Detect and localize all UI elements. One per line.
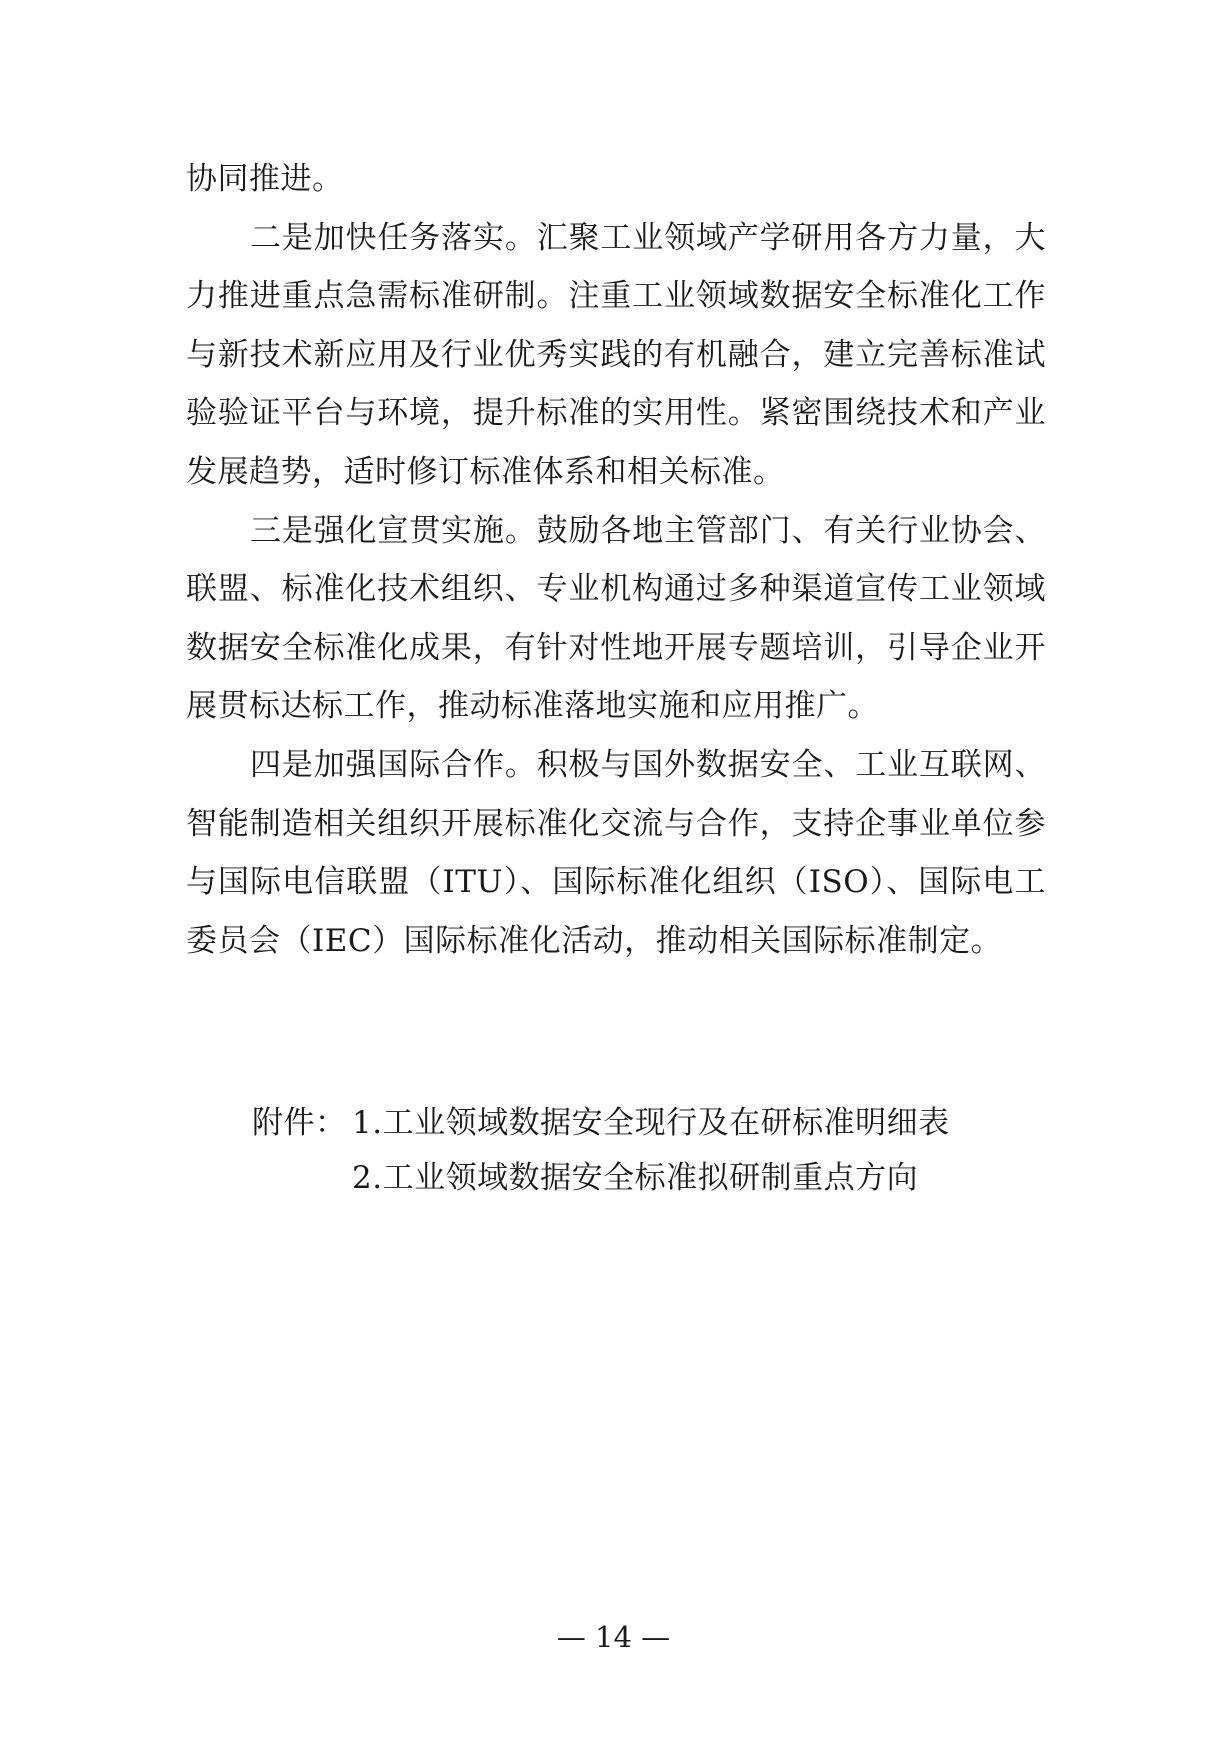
attachment-item: 1.工业领域数据安全现行及在研标准明细表	[352, 1105, 950, 1141]
paragraph-lead: 三是强化宣贯实施。	[250, 512, 537, 549]
attachment-row	[252, 1096, 1032, 1151]
paragraph-lead: 四是加强国际合作。	[250, 746, 537, 783]
paragraph-text: 鼓励各地主管部门、有关行业协会、联盟、标准化技术组织、专业机构通过多种渠道宣传工业领域数据安全标准化成果，有针对性地开展专题培训，引导企业开展贯标达标工作，推动标准落地实施和应用推广。	[186, 512, 1046, 725]
attachment-row	[252, 1151, 1032, 1206]
paragraph-publicity-implementation	[186, 502, 1046, 736]
paragraph-text: 积极与国外数据安全、工业互联网、智能制造相关组织开展标准化交流与合作，支持企事业单位参与国际电信联盟（ITU）、国际标准化组织（ISO）、国际电工委员会（IEC）国际标准化活动，推动相关国际标准制定。	[186, 746, 1046, 959]
attachments-label: 附件：	[252, 1105, 347, 1141]
body-text	[186, 150, 1046, 970]
paragraph-lead: 二是加快任务落实。	[250, 219, 537, 256]
attachment-item: 2.工业领域数据安全标准拟研制重点方向	[352, 1160, 919, 1196]
attachments-list	[252, 1096, 1032, 1206]
page-number: — 14 —	[556, 1620, 671, 1654]
paragraph-text: 汇聚工业领域产学研用各方力量，大力推进重点急需标准研制。注重工业领域数据安全标准化工作与新技术新应用及行业优秀实践的有机融合，建立完善标准试验验证平台与环境，提升标准的实用性。紧密围绕技术和产业发展趋势，适时修订标准体系和相关标准。	[186, 219, 1046, 490]
paragraph-task-implementation	[186, 209, 1046, 502]
attachments-label-spacer	[252, 1151, 352, 1206]
paragraph-text: 协同推进。	[186, 161, 344, 197]
paragraph-international-cooperation	[186, 736, 1046, 970]
paragraph-continuation	[186, 150, 1046, 209]
